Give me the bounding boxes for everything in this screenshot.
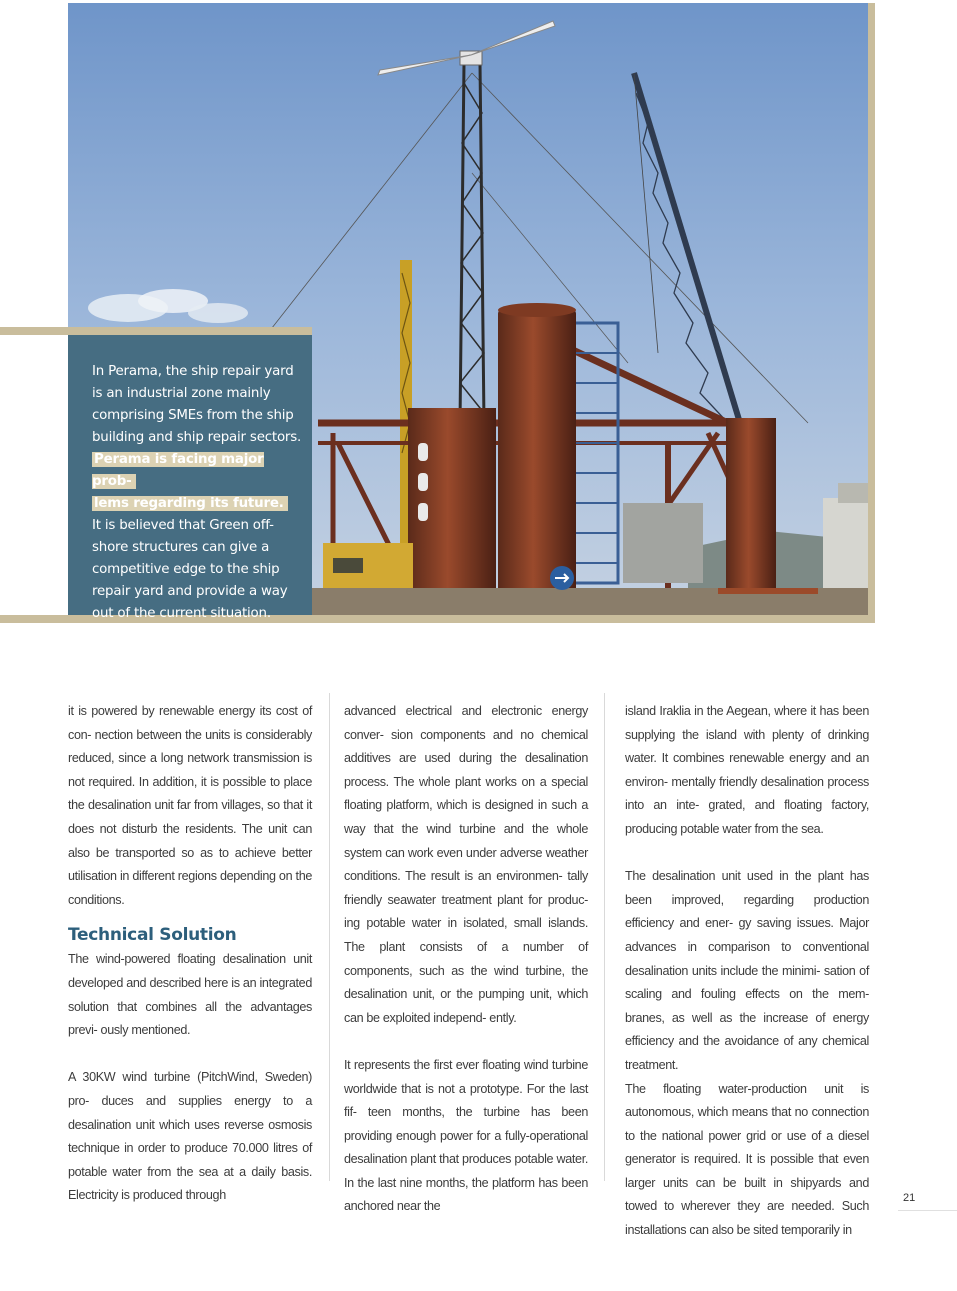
page-number: 21 (903, 1192, 916, 1204)
column2-paragraph-2: It represents the first ever floating wind turbine worldwide that is not a prototype. For the last fif- teen months, the turbine has been providing enough power for a fully-operational desalination plant that produces potable water. In the last nine months, the platform has been anchored near the (344, 1057, 588, 1214)
column3-paragraph-3: The floating water-production unit is autonomous, which means that no connection to the national power grid or use of a diesel generator is required. It is possible that even larger units can be built in shipyards and towed to wherever they are needed. Such installations can also be sited temporarily in (625, 1081, 869, 1238)
text-column-3 (625, 700, 869, 1243)
column3-paragraph-1: island Iraklia in the Aegean, where it has been supplying the island with plenty of drinking water. It combines renewable energy and an environ- mentally friendly desalination process into an inte- grated, and floating factory, producing potable water from the sea. (625, 704, 869, 836)
text-column-1 (68, 700, 312, 1208)
page-number-rule (898, 1210, 957, 1211)
callout-highlight-1: Perama is facing major prob- (92, 452, 264, 489)
callout-text (92, 361, 302, 625)
section-heading: Technical Solution (68, 925, 237, 946)
callout-frame-top (0, 327, 312, 335)
callout-intro: In Perama, the ship repair yard is an industrial zone mainly comprising SMEs from the ship building and ship repair sectors. (92, 364, 302, 445)
callout-outro: It is believed that Green off- shore structures can give a competitive edge to the ship repair yard and provide a way out of the current situation. (92, 518, 288, 621)
callout-highlight-2: lems regarding its future. (92, 496, 288, 511)
callout-box (68, 335, 312, 621)
text-column-2 (344, 700, 588, 1219)
column-divider-2 (604, 693, 605, 1181)
column1-paragraph-1: it is powered by renewable energy its cost of con- nection between the units is considerably reduced, since a long network transmission is not required. In addition, it is possible to place the desalination unit far from villages, so that it does not disturb the residents. The unit can also be transported so as to achieve better utilisation in different regions depending on the conditions. (68, 704, 312, 907)
photo-frame-right (868, 3, 875, 623)
column1-paragraph-3: A 30KW wind turbine (PitchWind, Sweden) pro- duces and supplies energy to a desalination unit which uses reverse osmosis technique in order to produce 70.000 litres of potable water from the sea at a daily basis. Electricity is produced through (68, 1070, 312, 1203)
column2-paragraph-1: advanced electrical and electronic energy conver- sion components and no chemical additives are used during the desalination process. The whole plant works on a special floating platform, which is designed in such a way that the wind turbine and the whole system can work even under adverse weather conditions. The result is an environmen- tally friendly seawater treatment plant for produc- ing potable water in isolated, small islands. The plant consists of a number of components, such as the wind turbine, the desalination unit, or the pumping unit, which can be exploited independ- ently. (344, 704, 588, 1025)
column1-paragraph-2: The wind-powered floating desalination unit developed and described here is an integrated solution that combines all the advantages previ- ously mentioned. (68, 952, 312, 1038)
column-divider-1 (329, 693, 330, 1181)
column3-paragraph-2: The desalination unit used in the plant has been improved, regarding production efficiency and ener- gy saving issues. Major advances in comparison to conventional desalination units include the minimi- sation of scaling and fouling effects on the mem- branes, as well as the increase of energy efficiency and the avoidance of any chemical treatment. (625, 869, 869, 1072)
